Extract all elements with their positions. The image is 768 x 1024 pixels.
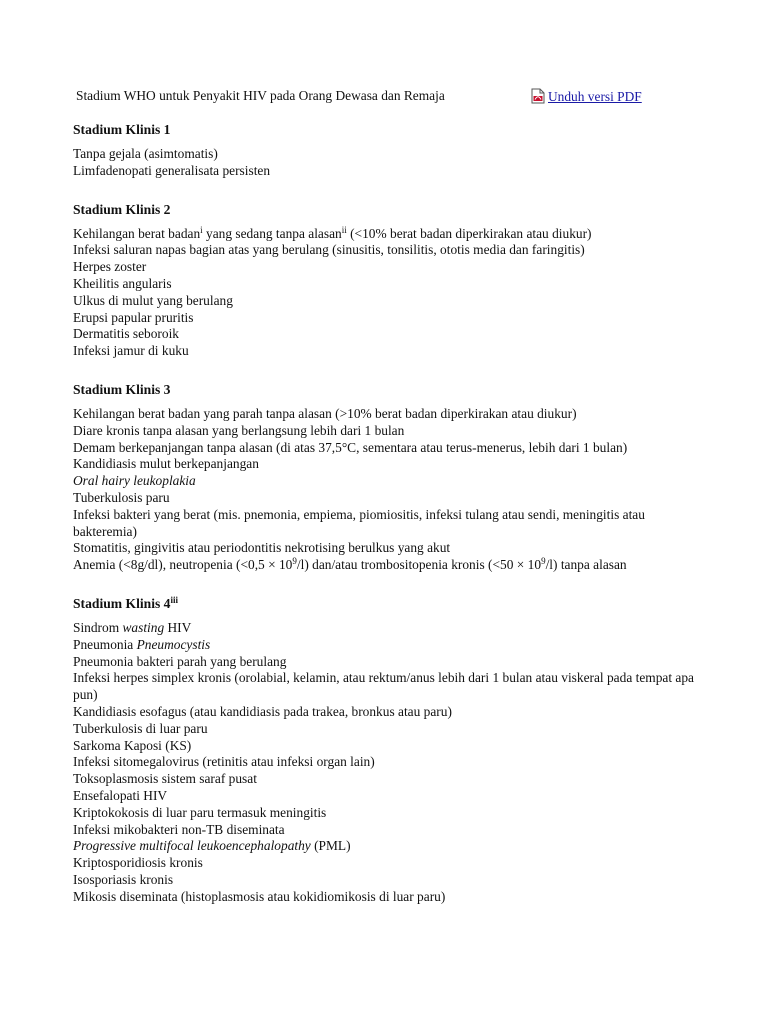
item-text: Pneumonia (73, 636, 137, 652)
list-item (73, 620, 703, 637)
list-item: Ulkus di mulut yang berulang (73, 292, 233, 308)
heading-text: Stadium Klinis 4 (73, 595, 171, 611)
list-item: Sarkoma Kaposi (KS) (73, 737, 192, 753)
item-text: HIV (164, 619, 192, 635)
list-item: Tanpa gejala (asimtomatis) (73, 146, 218, 161)
exponent: 9 (292, 556, 297, 567)
item-text: Anemia (<8g/dl), neutropenia (<0,5 × 10 (73, 557, 293, 573)
list-item: Pneumonia bakteri parah yang berulang (73, 653, 287, 669)
header-row (73, 88, 703, 108)
item-text: /l) dan/atau trombositopenia kronis (<50 × 10 (296, 557, 542, 573)
list-item: Tuberkulosis di luar paru (73, 720, 208, 736)
list-item (73, 226, 703, 243)
stage-4-list (73, 620, 703, 906)
stage-1-section (73, 121, 703, 180)
footnote-ref: iii (170, 594, 178, 605)
list-item: Erupsi papular pruritis (73, 309, 194, 325)
pdf-file-icon[interactable] (531, 88, 545, 104)
stage-4-heading (73, 595, 703, 613)
list-item: Infeksi bakteri yang berat (mis. pnemonia, empiema, piomiositis, infeksi tulang atau sendi, meningitis atau bakteremia) (73, 506, 645, 539)
list-item (73, 637, 703, 654)
list-item: Infeksi mikobakteri non-TB diseminata (73, 821, 285, 837)
footnote-ref: ii (341, 224, 347, 235)
list-item: Tuberkulosis paru (73, 489, 170, 505)
document-page (73, 88, 703, 905)
stage-2-section (73, 201, 703, 360)
item-text: Sindrom (73, 619, 123, 635)
list-item: Toksoplasmosis sistem saraf pusat (73, 771, 257, 787)
stage-3-section (73, 381, 703, 574)
list-item: Herpes zoster (73, 259, 147, 275)
list-item: Demam berkepanjangan tanpa alasan (di atas 37,5°C, sementara atau terus-menerus, lebih dari 1 bulan) (73, 439, 628, 455)
list-item: Dermatitis seboroik (73, 326, 179, 342)
list-item: Kriptokokosis di luar paru termasuk meningitis (73, 804, 327, 820)
list-item: Infeksi sitomegalovirus (retinitis atau infeksi organ lain) (73, 754, 375, 770)
list-item: Kheilitis angularis (73, 275, 172, 291)
download-pdf-link[interactable] (531, 88, 642, 106)
list-item: Limfadenopati generalisata persisten (73, 162, 271, 178)
list-item (73, 473, 703, 490)
list-item: Infeksi jamur di kuku (73, 343, 189, 359)
list-item: Kriptosporidiosis kronis (73, 855, 203, 871)
stage-3-list (73, 406, 703, 574)
item-text-italic: wasting (122, 619, 165, 635)
stage-4-section (73, 595, 703, 906)
item-text-italic: Pneumocystis (136, 636, 211, 652)
stage-2-list (73, 226, 703, 360)
list-item: Infeksi saluran napas bagian atas yang berulang (sinusitis, tonsilitis, ototis media dan faringitis) (73, 242, 585, 258)
list-item: Kandidiasis esofagus (atau kandidiasis pada trakea, bronkus atau paru) (73, 703, 452, 719)
list-item: Kehilangan berat badan yang parah tanpa alasan (>10% berat badan diperkirakan atau diukur) (73, 405, 577, 421)
list-item: Infeksi herpes simplex kronis (orolabial, kelamin, atau rektum/anus lebih dari 1 bulan atau viskeral pada tempat apa pun) (73, 670, 694, 703)
exponent: 9 (541, 556, 546, 567)
item-text: yang sedang tanpa alasan (202, 225, 342, 241)
document-title: Stadium WHO untuk Penyakit HIV pada Orang Dewasa dan Remaja (76, 88, 445, 103)
stage-3-heading: Stadium Klinis 3 (73, 381, 171, 397)
download-pdf-label[interactable]: Unduh versi PDF (548, 89, 642, 104)
list-item: Stomatitis, gingivitis atau periodontitis nekrotising berulkus yang akut (73, 540, 451, 556)
item-text-italic: Oral hairy leukoplakia (73, 473, 196, 489)
item-text: Kehilangan berat badan (73, 225, 201, 241)
list-item: Diare kronis tanpa alasan yang berlangsung lebih dari 1 bulan (73, 422, 405, 438)
stage-2-heading: Stadium Klinis 2 (73, 201, 171, 217)
list-item (73, 557, 703, 574)
list-item: Ensefalopati HIV (73, 787, 168, 803)
item-text: /l) tanpa alasan (545, 557, 627, 573)
list-item (73, 838, 703, 855)
footnote-ref: i (200, 224, 203, 235)
item-text-italic: Progressive multifocal leukoencephalopathy (73, 838, 311, 854)
stage-1-heading: Stadium Klinis 1 (73, 122, 171, 137)
list-item: Mikosis diseminata (histoplasmosis atau kokidiomikosis di luar paru) (73, 888, 446, 904)
stage-1-list (73, 146, 703, 180)
item-text: (<10% berat badan diperkirakan atau diukur) (346, 225, 592, 241)
item-text: (PML) (310, 838, 351, 854)
list-item: Kandidiasis mulut berkepanjangan (73, 456, 259, 472)
list-item: Isosporiasis kronis (73, 871, 174, 887)
